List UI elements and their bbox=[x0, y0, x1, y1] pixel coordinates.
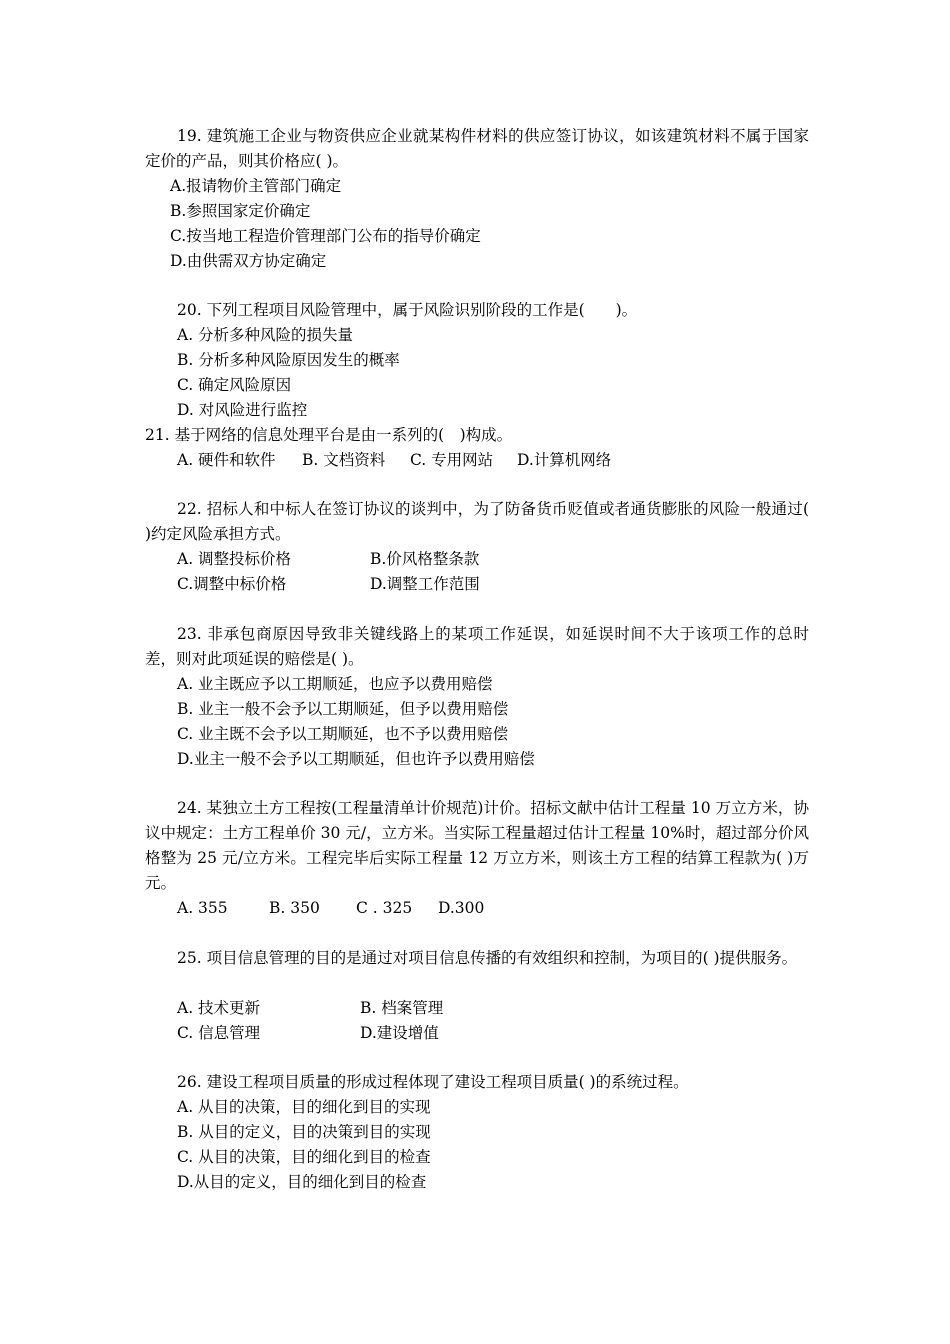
question-21-option-b: B. 文档资料 bbox=[302, 451, 386, 469]
question-20-option-b: B. 分析多种风险原因发生的概率 bbox=[177, 351, 400, 369]
question-22-option-c: C.调整中标价格 bbox=[177, 575, 287, 593]
question-20-option-c: C. 确定风险原因 bbox=[177, 376, 292, 394]
question-25-option-b: B. 档案管理 bbox=[360, 999, 444, 1017]
question-23-stem: 23. 非承包商原因导致非关键线路上的某项工作延误，如延误时间不大于该项工作的总时差，则对此项延误的赔偿是( )。 bbox=[145, 625, 809, 668]
question-19-option-d: D.由供需双方协定确定 bbox=[170, 252, 327, 270]
question-23-option-b: B. 业主一般不会予以工期顺延，但予以费用赔偿 bbox=[177, 700, 509, 718]
question-23-option-d: D.业主一般不会予以工期顺延，但也许予以费用赔偿 bbox=[177, 750, 535, 768]
question-25-option-a: A. 技术更新 bbox=[177, 999, 261, 1017]
question-24-stem: 24. 某独立土方工程按(工程量清单计价规范)计价。招标文献中估计工程量 10 万立方米，协议中规定：土方工程单价 30 元/，立方米。当实际工程量超过估计工程量 10%时，超过部分价风格整为 25 元/立方米。工程完毕后实际工程量 12 万立方米，则该土方工程的结算工程款为( )万元。 bbox=[145, 799, 809, 892]
question-20-option-d: D. 对风险进行监控 bbox=[177, 401, 308, 419]
question-26-stem: 26. 建设工程项目质量的形成过程体现了建设工程项目质量( )的系统过程。 bbox=[177, 1073, 689, 1091]
question-26-option-c: C. 从目的决策，目的细化到目的检查 bbox=[177, 1148, 431, 1166]
question-24-option-c: C . 325 bbox=[356, 899, 413, 917]
question-21-option-c: C. 专用网站 bbox=[410, 451, 494, 469]
question-25-option-c: C. 信息管理 bbox=[177, 1024, 261, 1042]
question-22-option-b: B.价风格整条款 bbox=[370, 550, 480, 568]
question-21-option-a: A. 硬件和软件 bbox=[177, 451, 276, 469]
question-19-option-b: B.参照国家定价确定 bbox=[170, 202, 311, 220]
question-22-option-d: D.调整工作范围 bbox=[370, 575, 480, 593]
question-19-option-c: C.按当地工程造价管理部门公布的指导价确定 bbox=[170, 227, 481, 245]
question-19-option-a: A.报请物价主管部门确定 bbox=[170, 177, 342, 195]
question-21-option-d: D.计算机网络 bbox=[517, 451, 612, 469]
question-25-option-d: D.建设增值 bbox=[360, 1024, 439, 1042]
question-20-stem: 20. 下列工程项目风险管理中，属于风险识别阶段的工作是( )。 bbox=[177, 301, 638, 319]
question-26-option-d: D.从目的定义，目的细化到目的检查 bbox=[177, 1173, 427, 1191]
question-23-option-a: A. 业主既应予以工期顺延，也应予以费用赔偿 bbox=[177, 675, 493, 693]
question-26-option-a: A. 从目的决策，目的细化到目的实现 bbox=[177, 1098, 431, 1116]
question-23-option-c: C. 业主既不会予以工期顺延，也不予以费用赔偿 bbox=[177, 725, 509, 743]
question-25-stem: 25. 项目信息管理的目的是通过对项目信息传播的有效组织和控制，为项目的( )提供服务。 bbox=[177, 949, 798, 967]
question-22-stem: 22. 招标人和中标人在签订协议的谈判中，为了防备货币贬值或者通货膨胀的风险一般通过( )约定风险承担方式。 bbox=[145, 500, 809, 543]
question-24-option-d: D.300 bbox=[438, 899, 485, 917]
question-21-stem: 21. 基于网络的信息处理平台是由一系列的( )构成。 bbox=[145, 426, 513, 444]
question-22-option-a: A. 调整投标价格 bbox=[177, 550, 292, 568]
question-19-stem: 19. 建筑施工企业与物资供应企业就某构件材料的供应签订协议，如该建筑材料不属于国家定价的产品，则其价格应( )。 bbox=[145, 127, 809, 170]
question-20-option-a: A. 分析多种风险的损失量 bbox=[177, 326, 354, 344]
question-24-option-b: B. 350 bbox=[269, 899, 320, 917]
question-24-option-a: A. 355 bbox=[177, 899, 228, 917]
question-26-option-b: B. 从目的定义，目的决策到目的实现 bbox=[177, 1123, 431, 1141]
